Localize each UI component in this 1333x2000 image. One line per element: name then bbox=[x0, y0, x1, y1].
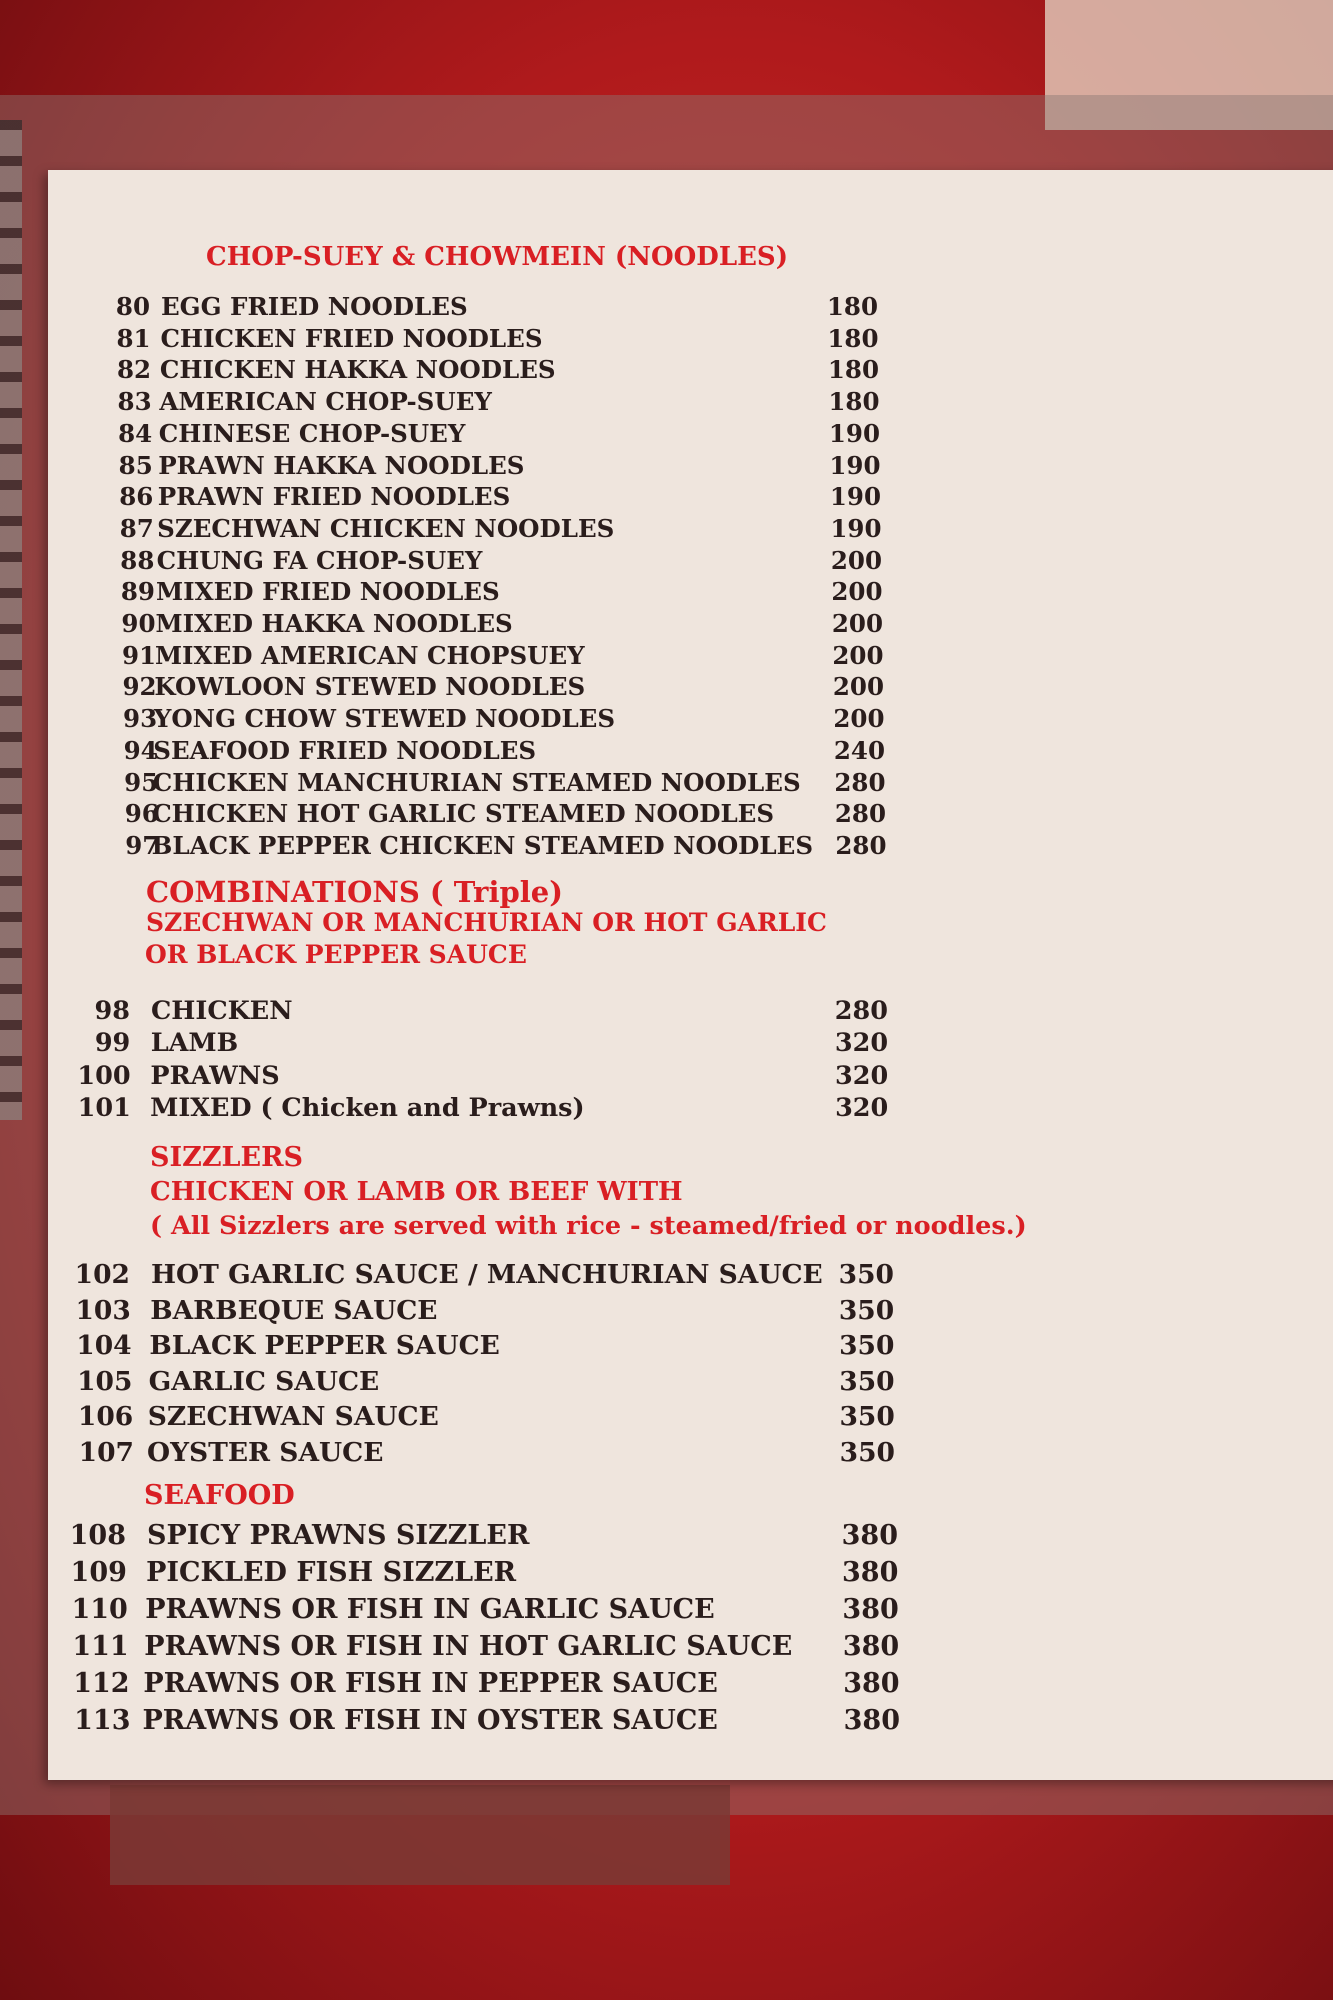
section-heading: COMBINATIONS ( Triple) bbox=[146, 875, 563, 909]
section-subheading: CHICKEN OR LAMB OR BEEF WITH bbox=[150, 1177, 683, 1207]
menu-item-row bbox=[48, 1631, 1333, 1666]
menu-item-row bbox=[48, 482, 1333, 514]
item-price: 320 bbox=[835, 1092, 889, 1123]
item-price: 350 bbox=[838, 1259, 894, 1290]
menu-item-row bbox=[48, 1259, 1333, 1293]
item-price: 240 bbox=[833, 735, 885, 765]
item-price: 190 bbox=[830, 513, 882, 543]
menu-item-row bbox=[48, 704, 1333, 736]
decorative-dragon-image bbox=[110, 1785, 730, 1885]
item-number: 99 bbox=[94, 1028, 131, 1059]
menu-item-row bbox=[48, 641, 1333, 673]
item-name: PRAWNS bbox=[150, 1060, 280, 1091]
item-number: 100 bbox=[77, 1060, 131, 1091]
menu-item-row bbox=[48, 1668, 1333, 1703]
item-price: 200 bbox=[832, 672, 884, 702]
menu-item-row bbox=[48, 996, 1333, 1029]
item-name: PRAWN HAKKA NOODLES bbox=[158, 450, 525, 480]
item-number: 110 bbox=[71, 1594, 128, 1625]
item-number: 107 bbox=[78, 1436, 134, 1468]
item-name: PRAWNS OR FISH IN OYSTER SAUCE bbox=[142, 1705, 718, 1736]
item-price: 180 bbox=[827, 323, 879, 353]
menu-item-row bbox=[48, 324, 1333, 356]
item-name: SZECHWAN SAUCE bbox=[147, 1401, 439, 1432]
menu-item-row bbox=[48, 577, 1333, 609]
item-number: 80 bbox=[115, 292, 150, 321]
item-name: HOT GARLIC SAUCE / MANCHURIAN SAUCE bbox=[151, 1259, 823, 1290]
item-name: SZECHWAN CHICKEN NOODLES bbox=[157, 513, 615, 543]
item-price: 280 bbox=[835, 830, 887, 860]
section-subheading: OR BLACK PEPPER SAUCE bbox=[145, 940, 527, 969]
item-price: 190 bbox=[829, 482, 881, 512]
item-price: 380 bbox=[842, 1594, 899, 1625]
menu-item-row bbox=[48, 292, 1333, 324]
item-price: 200 bbox=[832, 640, 884, 670]
item-name: OYSTER SAUCE bbox=[147, 1436, 384, 1468]
item-number: 103 bbox=[75, 1294, 131, 1326]
item-number: 89 bbox=[120, 577, 155, 607]
item-name: MIXED ( Chicken and Prawns) bbox=[150, 1092, 585, 1123]
item-number: 82 bbox=[117, 355, 152, 385]
item-price: 350 bbox=[839, 1330, 895, 1361]
item-name: CHUNG FA CHOP-SUEY bbox=[156, 545, 483, 575]
item-name: SEAFOOD FRIED NOODLES bbox=[153, 735, 537, 765]
menu-item-row bbox=[48, 1366, 1333, 1400]
item-name: LAMB bbox=[150, 1028, 239, 1059]
binder-rings bbox=[0, 120, 22, 1120]
menu-item-row bbox=[48, 1520, 1333, 1555]
item-number: 105 bbox=[77, 1365, 133, 1397]
item-number: 94 bbox=[123, 735, 158, 765]
item-number: 108 bbox=[69, 1520, 126, 1551]
menu-item-row bbox=[48, 451, 1333, 483]
section-subheading: SZECHWAN OR MANCHURIAN OR HOT GARLIC bbox=[146, 908, 827, 937]
item-name: CHICKEN MANCHURIAN STEAMED NOODLES bbox=[152, 767, 801, 797]
item-price: 380 bbox=[843, 1705, 900, 1736]
item-number: 113 bbox=[74, 1705, 131, 1736]
item-price: 190 bbox=[828, 418, 880, 448]
menu-item-row bbox=[48, 1705, 1333, 1740]
item-name: KOWLOON STEWED NOODLES bbox=[154, 672, 586, 702]
item-name: CHICKEN bbox=[151, 996, 293, 1026]
menu-item-row bbox=[48, 736, 1333, 768]
item-price: 380 bbox=[842, 1557, 899, 1588]
item-price: 350 bbox=[839, 1365, 895, 1397]
menu-item-row bbox=[48, 419, 1333, 451]
item-number: 98 bbox=[94, 996, 130, 1026]
item-name: CHICKEN HOT GARLIC STEAMED NOODLES bbox=[152, 799, 775, 829]
item-price: 180 bbox=[828, 387, 880, 417]
item-name: YONG CHOW STEWED NOODLES bbox=[153, 704, 616, 734]
item-price: 180 bbox=[827, 355, 879, 385]
item-number: 83 bbox=[117, 387, 152, 417]
item-number: 90 bbox=[121, 609, 156, 638]
menu-item-row bbox=[48, 1295, 1333, 1329]
item-price: 350 bbox=[839, 1436, 895, 1468]
item-name: MIXED HAKKA NOODLES bbox=[155, 609, 513, 638]
section-heading: SEAFOOD bbox=[144, 1480, 295, 1511]
menu-item-row bbox=[48, 387, 1333, 419]
item-name: CHICKEN HAKKA NOODLES bbox=[159, 355, 556, 385]
item-price: 350 bbox=[838, 1294, 895, 1326]
item-name: GARLIC SAUCE bbox=[148, 1365, 380, 1397]
item-name: SPICY PRAWNS SIZZLER bbox=[147, 1520, 530, 1551]
item-number: 93 bbox=[123, 704, 158, 734]
section-heading: CHOP-SUEY & CHOWMEIN (NOODLES) bbox=[206, 242, 789, 272]
item-price: 350 bbox=[839, 1401, 895, 1432]
item-number: 91 bbox=[121, 640, 157, 670]
menu-page bbox=[48, 170, 1333, 1780]
item-name: AMERICAN CHOP-SUEY bbox=[159, 387, 492, 417]
item-price: 200 bbox=[831, 577, 883, 607]
item-number: 88 bbox=[120, 545, 155, 575]
item-name: BARBEQUE SAUCE bbox=[150, 1294, 438, 1326]
item-number: 101 bbox=[77, 1092, 131, 1123]
item-price: 320 bbox=[834, 1028, 889, 1059]
item-name: PICKLED FISH SIZZLER bbox=[146, 1557, 517, 1588]
item-number: 111 bbox=[72, 1631, 129, 1662]
menu-item-row bbox=[48, 1093, 1333, 1126]
item-number: 92 bbox=[122, 672, 157, 702]
menu-item-row bbox=[48, 355, 1333, 387]
menu-item-row bbox=[48, 799, 1333, 831]
item-price: 280 bbox=[834, 996, 888, 1026]
item-name: EGG FRIED NOODLES bbox=[161, 292, 468, 321]
menu-item-row bbox=[48, 546, 1333, 578]
item-name: PRAWNS OR FISH IN GARLIC SAUCE bbox=[145, 1594, 715, 1625]
item-number: 106 bbox=[77, 1401, 134, 1432]
item-price: 280 bbox=[834, 767, 886, 797]
menu-item-row bbox=[48, 609, 1333, 641]
item-number: 102 bbox=[74, 1259, 130, 1290]
item-price: 380 bbox=[843, 1668, 900, 1699]
menu-item-row bbox=[48, 1330, 1333, 1364]
menu-item-row bbox=[48, 1437, 1333, 1471]
section-heading: SIZZLERS bbox=[150, 1142, 304, 1173]
item-name: CHINESE CHOP-SUEY bbox=[158, 418, 466, 448]
item-number: 86 bbox=[119, 482, 154, 512]
menu-item-row bbox=[48, 768, 1333, 800]
item-number: 112 bbox=[73, 1668, 130, 1699]
menu-item-row bbox=[48, 1594, 1333, 1629]
section-subheading: ( All Sizzlers are served with rice - steamed/fried or noodles.) bbox=[150, 1211, 1027, 1241]
item-name: MIXED AMERICAN CHOPSUEY bbox=[154, 640, 585, 670]
menu-item-row bbox=[48, 1028, 1333, 1061]
menu-item-row bbox=[48, 1557, 1333, 1592]
item-name: PRAWN FRIED NOODLES bbox=[157, 482, 511, 512]
item-price: 190 bbox=[829, 450, 881, 480]
item-name: MIXED FRIED NOODLES bbox=[156, 577, 500, 607]
item-price: 380 bbox=[842, 1631, 900, 1662]
item-number: 84 bbox=[118, 418, 153, 448]
item-name: BLACK PEPPER CHICKEN STEAMED NOODLES bbox=[151, 830, 814, 860]
item-name: BLACK PEPPER SAUCE bbox=[149, 1330, 500, 1361]
item-price: 180 bbox=[826, 292, 878, 321]
item-number: 81 bbox=[116, 323, 151, 353]
item-price: 280 bbox=[834, 799, 886, 829]
item-name: CHICKEN FRIED NOODLES bbox=[160, 323, 543, 353]
menu-item-row bbox=[48, 1401, 1333, 1435]
menu-item-row bbox=[48, 514, 1333, 546]
menu-item-row bbox=[48, 1061, 1333, 1094]
item-number: 97 bbox=[125, 830, 160, 860]
item-price: 380 bbox=[841, 1520, 898, 1551]
item-number: 85 bbox=[118, 450, 153, 480]
item-price: 320 bbox=[834, 1060, 889, 1091]
item-number: 96 bbox=[124, 799, 159, 829]
menu-item-row bbox=[48, 831, 1333, 863]
item-price: 200 bbox=[830, 545, 882, 575]
item-name: PRAWNS OR FISH IN PEPPER SAUCE bbox=[143, 1668, 718, 1699]
item-number: 104 bbox=[76, 1330, 132, 1361]
item-number: 87 bbox=[119, 513, 154, 543]
item-number: 95 bbox=[124, 767, 159, 797]
item-number: 109 bbox=[70, 1557, 127, 1588]
item-name: PRAWNS OR FISH IN HOT GARLIC SAUCE bbox=[144, 1631, 793, 1662]
item-price: 200 bbox=[831, 609, 883, 638]
menu-item-row bbox=[48, 672, 1333, 704]
item-price: 200 bbox=[833, 704, 885, 734]
